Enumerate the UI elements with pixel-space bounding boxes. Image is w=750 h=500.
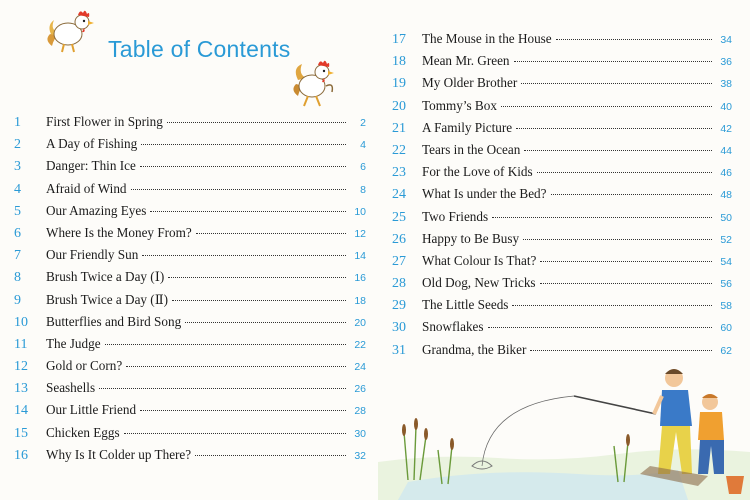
- dot-leader: [195, 455, 346, 456]
- dot-leader: [523, 239, 712, 240]
- chapter-title: Our Little Friend: [46, 402, 137, 418]
- page-number: 10: [354, 205, 366, 218]
- page-number: 30: [354, 427, 366, 440]
- chapter-title: Afraid of Wind: [46, 180, 127, 196]
- page-number: 28: [354, 405, 366, 418]
- toc-entry[interactable]: [392, 53, 732, 75]
- toc-entry[interactable]: [392, 120, 732, 142]
- page-number: 46: [720, 167, 732, 180]
- dot-leader: [537, 172, 712, 173]
- chapter-number: 23: [392, 165, 406, 181]
- chapter-title: Brush Twice a Day (Ⅰ): [46, 269, 165, 285]
- chapter-number: 4: [14, 181, 21, 197]
- page-number: 54: [720, 255, 732, 268]
- toc-entry[interactable]: [14, 225, 366, 247]
- chapter-title: A Family Picture: [422, 119, 513, 135]
- page-number: 2: [360, 117, 366, 129]
- dot-leader: [540, 261, 712, 262]
- chapter-title: A Day of Fishing: [46, 136, 138, 152]
- chapter-title: Where Is the Money From?: [46, 224, 192, 240]
- dot-leader: [501, 106, 712, 107]
- chapter-number: 20: [392, 98, 406, 114]
- chapter-title: Butterflies and Bird Song: [46, 313, 182, 329]
- page-number: 56: [720, 278, 732, 291]
- dot-leader: [530, 350, 712, 351]
- toc-entry[interactable]: [14, 292, 366, 314]
- toc-entry[interactable]: [392, 75, 732, 97]
- chapter-number: 19: [392, 76, 406, 92]
- chapter-number: 11: [14, 336, 28, 352]
- page-number: 26: [354, 383, 366, 396]
- page-number: 48: [720, 189, 732, 202]
- toc-entry[interactable]: [14, 269, 366, 291]
- page-number: 18: [354, 294, 366, 307]
- toc-column-right: [392, 31, 732, 364]
- chapter-number: 3: [14, 159, 21, 175]
- chapter-number: 26: [392, 231, 406, 247]
- dot-leader: [556, 39, 712, 40]
- chapter-number: 2: [14, 137, 21, 153]
- page-number: 22: [354, 338, 366, 351]
- chapter-title: Tears in the Ocean: [422, 141, 521, 157]
- page-number: 16: [354, 272, 366, 285]
- page-number: 12: [354, 227, 366, 240]
- dot-leader: [140, 410, 346, 411]
- chapter-title: Grandma, the Biker: [422, 341, 527, 357]
- page-number: 32: [354, 449, 366, 462]
- chapter-title: Two Friends: [422, 208, 489, 224]
- dot-leader: [540, 283, 712, 284]
- dot-leader: [492, 217, 712, 218]
- chapter-number: 18: [392, 54, 406, 70]
- chapter-number: 17: [392, 32, 406, 47]
- page-number: 34: [720, 34, 732, 46]
- chapter-number: 22: [392, 142, 406, 158]
- toc-entry[interactable]: [14, 181, 366, 203]
- page-title: Table of Contents: [108, 36, 291, 62]
- page-number: 20: [354, 316, 366, 329]
- chapter-title: What Colour Is That?: [422, 252, 537, 268]
- page-number: 4: [360, 139, 366, 152]
- chapter-number: 24: [392, 187, 406, 203]
- dot-leader: [551, 194, 712, 195]
- chapter-number: 21: [392, 120, 406, 136]
- page-number: 24: [354, 361, 366, 374]
- page-number: 52: [720, 233, 732, 246]
- chapter-number: 13: [14, 381, 28, 397]
- chapter-title: Our Amazing Eyes: [46, 202, 147, 218]
- chapter-title: What Is under the Bed?: [422, 186, 547, 202]
- page-number: 44: [720, 144, 732, 157]
- toc-entry[interactable]: [14, 247, 366, 269]
- chapter-number: 30: [392, 320, 406, 336]
- toc-entry[interactable]: [392, 31, 732, 53]
- chapter-title: Old Dog, New Tricks: [422, 275, 536, 291]
- chapter-number: 7: [14, 248, 21, 264]
- dot-leader: [185, 322, 346, 323]
- page-number: 58: [720, 300, 732, 313]
- page-number: 40: [720, 100, 732, 113]
- rooster-icon: [288, 56, 340, 108]
- dot-leader: [172, 300, 346, 301]
- toc-entry[interactable]: [14, 114, 366, 136]
- toc-entry[interactable]: [392, 209, 732, 231]
- chapter-title: Snowflakes: [422, 319, 484, 335]
- page-number: 60: [720, 322, 732, 335]
- dot-leader: [99, 388, 346, 389]
- fishing-scene: [378, 362, 750, 500]
- dot-leader: [514, 61, 712, 62]
- chapter-title: The Judge: [46, 335, 101, 351]
- chapter-title: Chicken Eggs: [46, 424, 120, 440]
- chapter-number: 5: [14, 203, 21, 219]
- page-number: 62: [720, 344, 732, 357]
- dot-leader: [516, 128, 712, 129]
- dot-leader: [150, 211, 346, 212]
- toc-entry[interactable]: [14, 136, 366, 158]
- chapter-number: 25: [392, 209, 406, 225]
- chapter-number: 8: [14, 270, 21, 286]
- page-number: 14: [354, 250, 366, 263]
- dot-leader: [512, 305, 712, 306]
- page-number: 38: [720, 78, 732, 91]
- dot-leader: [196, 233, 346, 234]
- toc-entry[interactable]: [392, 142, 732, 164]
- rooster-icon: [44, 6, 100, 54]
- chapter-title: The Little Seeds: [422, 297, 509, 313]
- chapter-title: Danger: Thin Ice: [46, 158, 136, 174]
- chapter-number: 27: [392, 253, 406, 269]
- dot-leader: [140, 166, 346, 167]
- toc-entry[interactable]: [392, 164, 732, 186]
- toc-entry[interactable]: [14, 203, 366, 225]
- chapter-number: 10: [14, 314, 28, 330]
- chapter-number: 15: [14, 425, 28, 441]
- dot-leader: [105, 344, 346, 345]
- chapter-title: The Mouse in the House: [422, 31, 552, 46]
- toc-column-left: [14, 114, 366, 469]
- page-number: 50: [720, 211, 732, 224]
- toc-entry[interactable]: [392, 297, 732, 319]
- chapter-title: Gold or Corn?: [46, 358, 123, 374]
- dot-leader: [131, 189, 346, 190]
- chapter-number: 28: [392, 276, 406, 292]
- chapter-title: Seashells: [46, 380, 96, 396]
- chapter-title: First Flower in Spring: [46, 114, 163, 129]
- chapter-title: Our Friendly Sun: [46, 247, 139, 263]
- toc-entry[interactable]: [392, 98, 732, 120]
- toc-entry[interactable]: [14, 314, 366, 336]
- toc-entry[interactable]: [14, 447, 366, 469]
- dot-leader: [488, 327, 712, 328]
- chapter-title: Happy to Be Busy: [422, 230, 520, 246]
- chapter-title: Why Is It Colder up There?: [46, 446, 192, 462]
- chapter-number: 1: [14, 115, 21, 130]
- dot-leader: [524, 150, 712, 151]
- toc-entry[interactable]: [392, 231, 732, 253]
- chapter-number: 6: [14, 225, 21, 241]
- dot-leader: [124, 433, 346, 434]
- toc-entry[interactable]: [14, 425, 366, 447]
- toc-entry[interactable]: [392, 186, 732, 208]
- chapter-title: Tommy’s Box: [422, 97, 497, 113]
- dot-leader: [168, 277, 346, 278]
- toc-entry[interactable]: [392, 253, 732, 275]
- chapter-title: Mean Mr. Green: [422, 53, 510, 69]
- chapter-title: Brush Twice a Day (Ⅱ): [46, 291, 169, 307]
- dot-leader: [141, 144, 346, 145]
- dot-leader: [521, 83, 712, 84]
- page-number: 42: [720, 122, 732, 135]
- chapter-number: 9: [14, 292, 21, 308]
- toc-entry[interactable]: [14, 402, 366, 424]
- chapter-title: For the Love of Kids: [422, 164, 533, 180]
- dot-leader: [142, 255, 346, 256]
- toc-entry[interactable]: [392, 319, 732, 341]
- chapter-title: My Older Brother: [422, 75, 518, 91]
- chapter-number: 31: [392, 342, 406, 358]
- toc-entry[interactable]: [392, 342, 732, 364]
- chapter-number: 14: [14, 403, 28, 419]
- toc-entry[interactable]: [392, 275, 732, 297]
- chapter-number: 29: [392, 298, 406, 314]
- chapter-number: 16: [14, 447, 28, 463]
- dot-leader: [126, 366, 346, 367]
- chapter-number: 12: [14, 359, 28, 375]
- dot-leader: [167, 122, 346, 123]
- toc-entry[interactable]: [14, 336, 366, 358]
- page-number: 6: [360, 161, 366, 174]
- toc-entry[interactable]: [14, 380, 366, 402]
- toc-entry[interactable]: [14, 358, 366, 380]
- page-number: 8: [360, 183, 366, 196]
- toc-entry[interactable]: [14, 158, 366, 180]
- page-number: 36: [720, 56, 732, 69]
